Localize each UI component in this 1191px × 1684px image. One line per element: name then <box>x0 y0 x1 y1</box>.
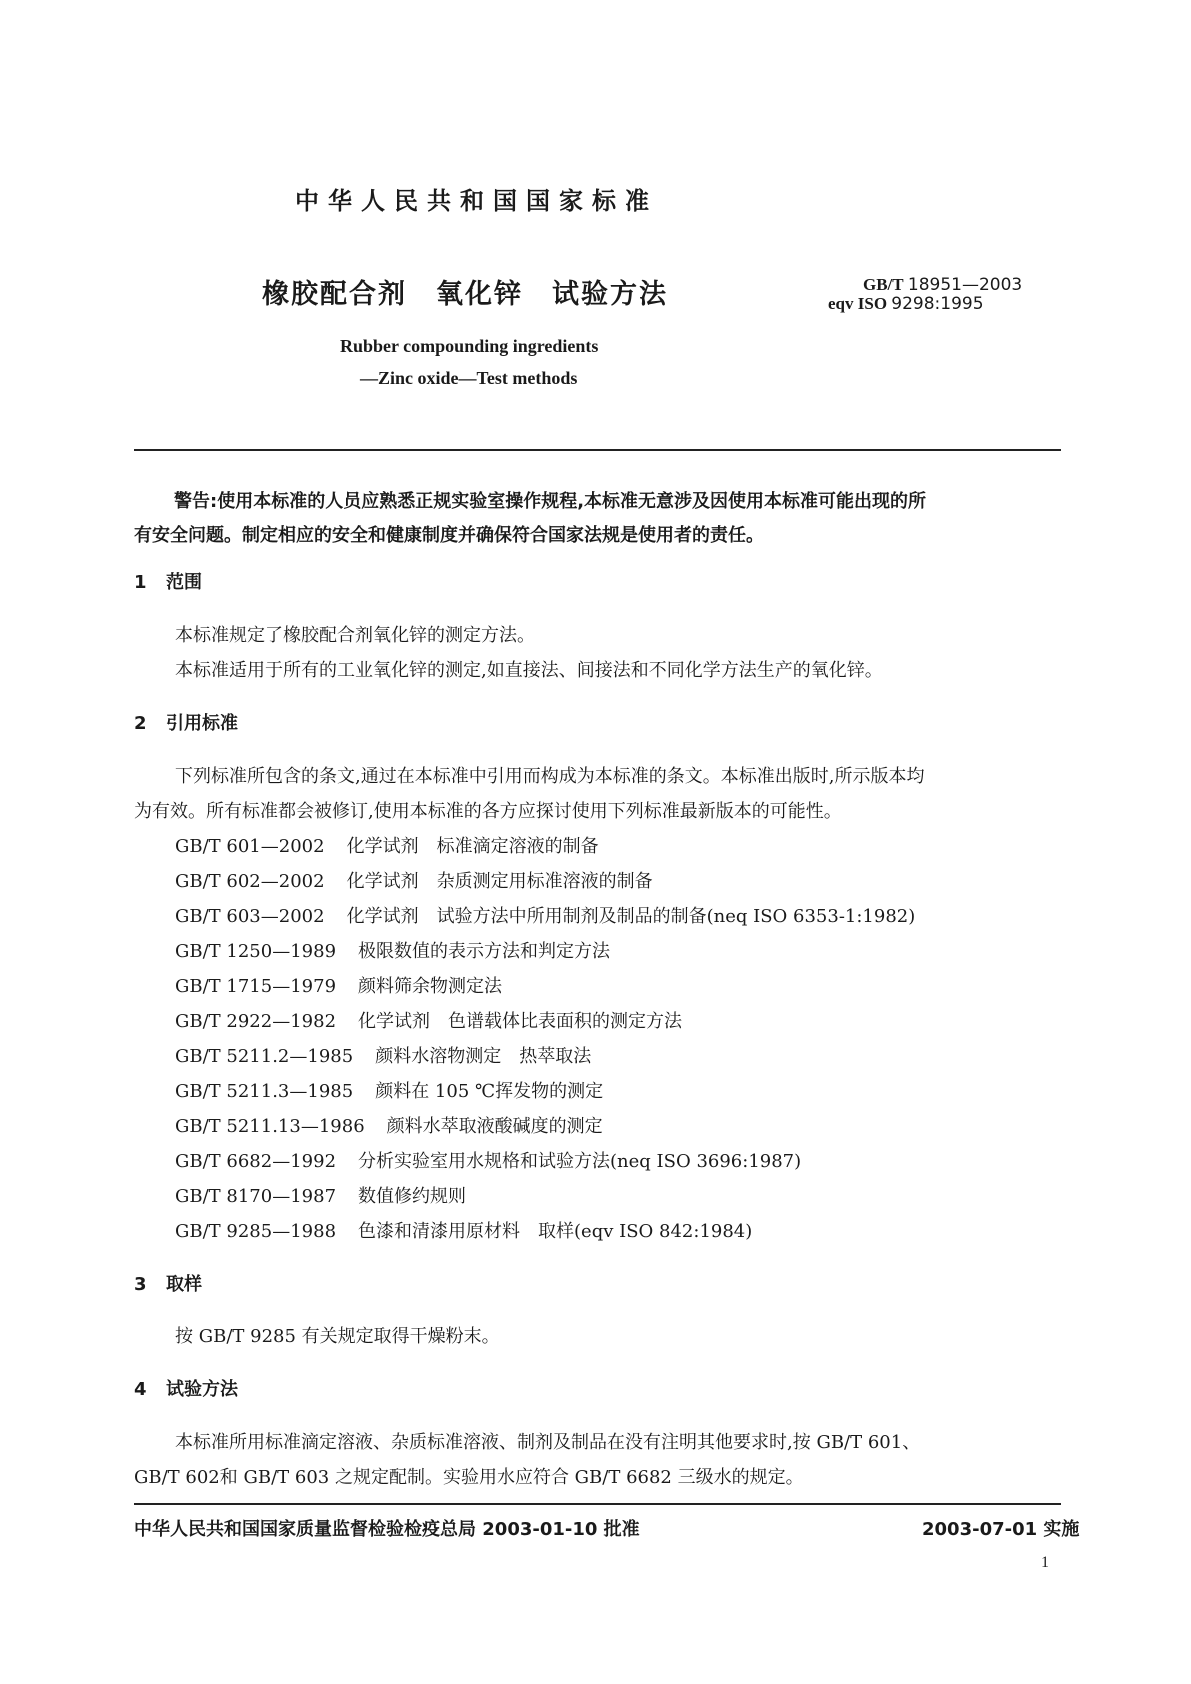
document-title: 橡胶配合剂 氧化锌 试验方法 <box>262 279 668 310</box>
reference-title: 色漆和清漆用原材料 取样(eqv ISO 842:1984) <box>358 1221 753 1242</box>
reference-code: GB/T 9285—1988 <box>175 1221 337 1242</box>
section-4-number: 4 <box>134 1379 147 1400</box>
section-1-heading <box>134 568 202 594</box>
section-2-number: 2 <box>134 713 147 734</box>
warning-line-2: 有安全问题。制定相应的安全和健康制度并确保符合国家法规是使用者的责任。 <box>134 525 764 546</box>
reference-item <box>175 1077 603 1103</box>
implementation-date: 2003-07-01 实施 <box>922 1519 1080 1540</box>
section-2-title: 引用标准 <box>166 713 238 734</box>
reference-item <box>175 1147 801 1173</box>
reference-code: GB/T 601—2002 <box>175 836 325 857</box>
header-divider <box>134 449 1061 451</box>
equivalent-standard-number: 9298:1995 <box>891 294 984 314</box>
section-1-number: 1 <box>134 572 147 593</box>
reference-code: GB/T 2922—1982 <box>175 1011 337 1032</box>
standard-code-prefix: GB/T <box>863 275 904 294</box>
reference-title: 颜料筛余物测定法 <box>358 976 503 997</box>
section-2-heading <box>134 709 238 735</box>
english-title-line-2: —Zinc oxide—Test methods <box>360 368 578 388</box>
page-number: 1 <box>1041 1554 1049 1571</box>
approval-statement: 中华人民共和国国家质量监督检验检疫总局 2003-01-10 批准 <box>134 1519 640 1540</box>
reference-code: GB/T 5211.13—1986 <box>175 1116 365 1137</box>
warning-text-line-1: 警告:使用本标准的人员应熟悉正规实验室操作规程,本标准无意涉及因使用本标准可能出现的所 <box>174 491 927 512</box>
warning-line-1 <box>134 485 1061 519</box>
reference-code: GB/T 1250—1989 <box>175 941 337 962</box>
reference-item <box>175 1112 603 1138</box>
reference-code: GB/T 603—2002 <box>175 906 325 927</box>
reference-title: 分析实验室用水规格和试验方法(neq ISO 3696:1987) <box>358 1151 802 1172</box>
footer-divider <box>134 1503 1061 1505</box>
section-3-number: 3 <box>134 1274 147 1295</box>
reference-title: 数值修约规则 <box>358 1186 467 1207</box>
section-1-paragraph-2: 本标准适用于所有的工业氧化锌的测定,如直接法、间接法和不同化学方法生产的氧化锌。 <box>175 660 883 681</box>
reference-item <box>175 832 599 858</box>
reference-title: 颜料水萃取液酸碱度的测定 <box>386 1116 603 1137</box>
section-3-title: 取样 <box>166 1274 202 1295</box>
national-standard-title: 中华人民共和国国家标准 <box>295 187 658 215</box>
section-4-heading <box>134 1375 238 1401</box>
section-4-title: 试验方法 <box>166 1379 238 1400</box>
section-3-heading <box>134 1270 202 1296</box>
reference-item <box>175 1182 466 1208</box>
reference-item <box>175 1007 682 1033</box>
reference-item <box>175 902 915 928</box>
section-1-title: 范围 <box>166 572 202 593</box>
reference-item <box>175 937 610 963</box>
reference-item <box>175 1217 752 1243</box>
standard-code <box>863 274 1022 296</box>
section-4-paragraph-line-2: GB/T 602和 GB/T 603 之规定配制。实验用水应符合 GB/T 6682 三级水的规定。 <box>134 1467 804 1488</box>
reference-item <box>175 867 653 893</box>
section-2-paragraph-line-2: 为有效。所有标准都会被修订,使用本标准的各方应探讨使用下列标准最新版本的可能性。 <box>134 801 842 822</box>
warning-paragraph <box>134 485 1061 553</box>
reference-code: GB/T 1715—1979 <box>175 976 337 997</box>
reference-title: 化学试剂 杂质测定用标准溶液的制备 <box>346 871 653 892</box>
section-1-paragraph-1: 本标准规定了橡胶配合剂氧化锌的测定方法。 <box>175 625 535 646</box>
section-4-paragraph-line-1: 本标准所用标准滴定溶液、杂质标准溶液、制剂及制品在没有注明其他要求时,按 GB/T 601、 <box>175 1432 921 1453</box>
section-3-paragraph: 按 GB/T 9285 有关规定取得干燥粉末。 <box>175 1326 500 1347</box>
reference-title: 颜料在 105 ℃挥发物的测定 <box>375 1081 604 1102</box>
reference-title: 化学试剂 试验方法中所用制剂及制品的制备(neq ISO 6353-1:1982) <box>346 906 916 927</box>
english-title-line-1: Rubber compounding ingredients <box>340 336 599 356</box>
reference-code: GB/T 5211.3—1985 <box>175 1081 354 1102</box>
reference-code: GB/T 8170—1987 <box>175 1186 337 1207</box>
reference-code: GB/T 6682—1992 <box>175 1151 337 1172</box>
equivalent-standard-prefix: eqv ISO <box>828 294 888 313</box>
equivalent-standard <box>828 294 984 314</box>
section-2-paragraph-line-1: 下列标准所包含的条文,通过在本标准中引用而构成为本标准的条文。本标准出版时,所示版本均 <box>175 766 925 787</box>
reference-title: 颜料水溶物测定 热萃取法 <box>375 1046 592 1067</box>
reference-item <box>175 972 502 998</box>
reference-title: 化学试剂 色谱载体比表面积的测定方法 <box>358 1011 683 1032</box>
reference-title: 化学试剂 标准滴定溶液的制备 <box>346 836 599 857</box>
standard-code-number: 18951—2003 <box>907 275 1023 295</box>
reference-title: 极限数值的表示方法和判定方法 <box>358 941 611 962</box>
reference-code: GB/T 5211.2—1985 <box>175 1046 354 1067</box>
reference-code: GB/T 602—2002 <box>175 871 325 892</box>
reference-item <box>175 1042 591 1068</box>
